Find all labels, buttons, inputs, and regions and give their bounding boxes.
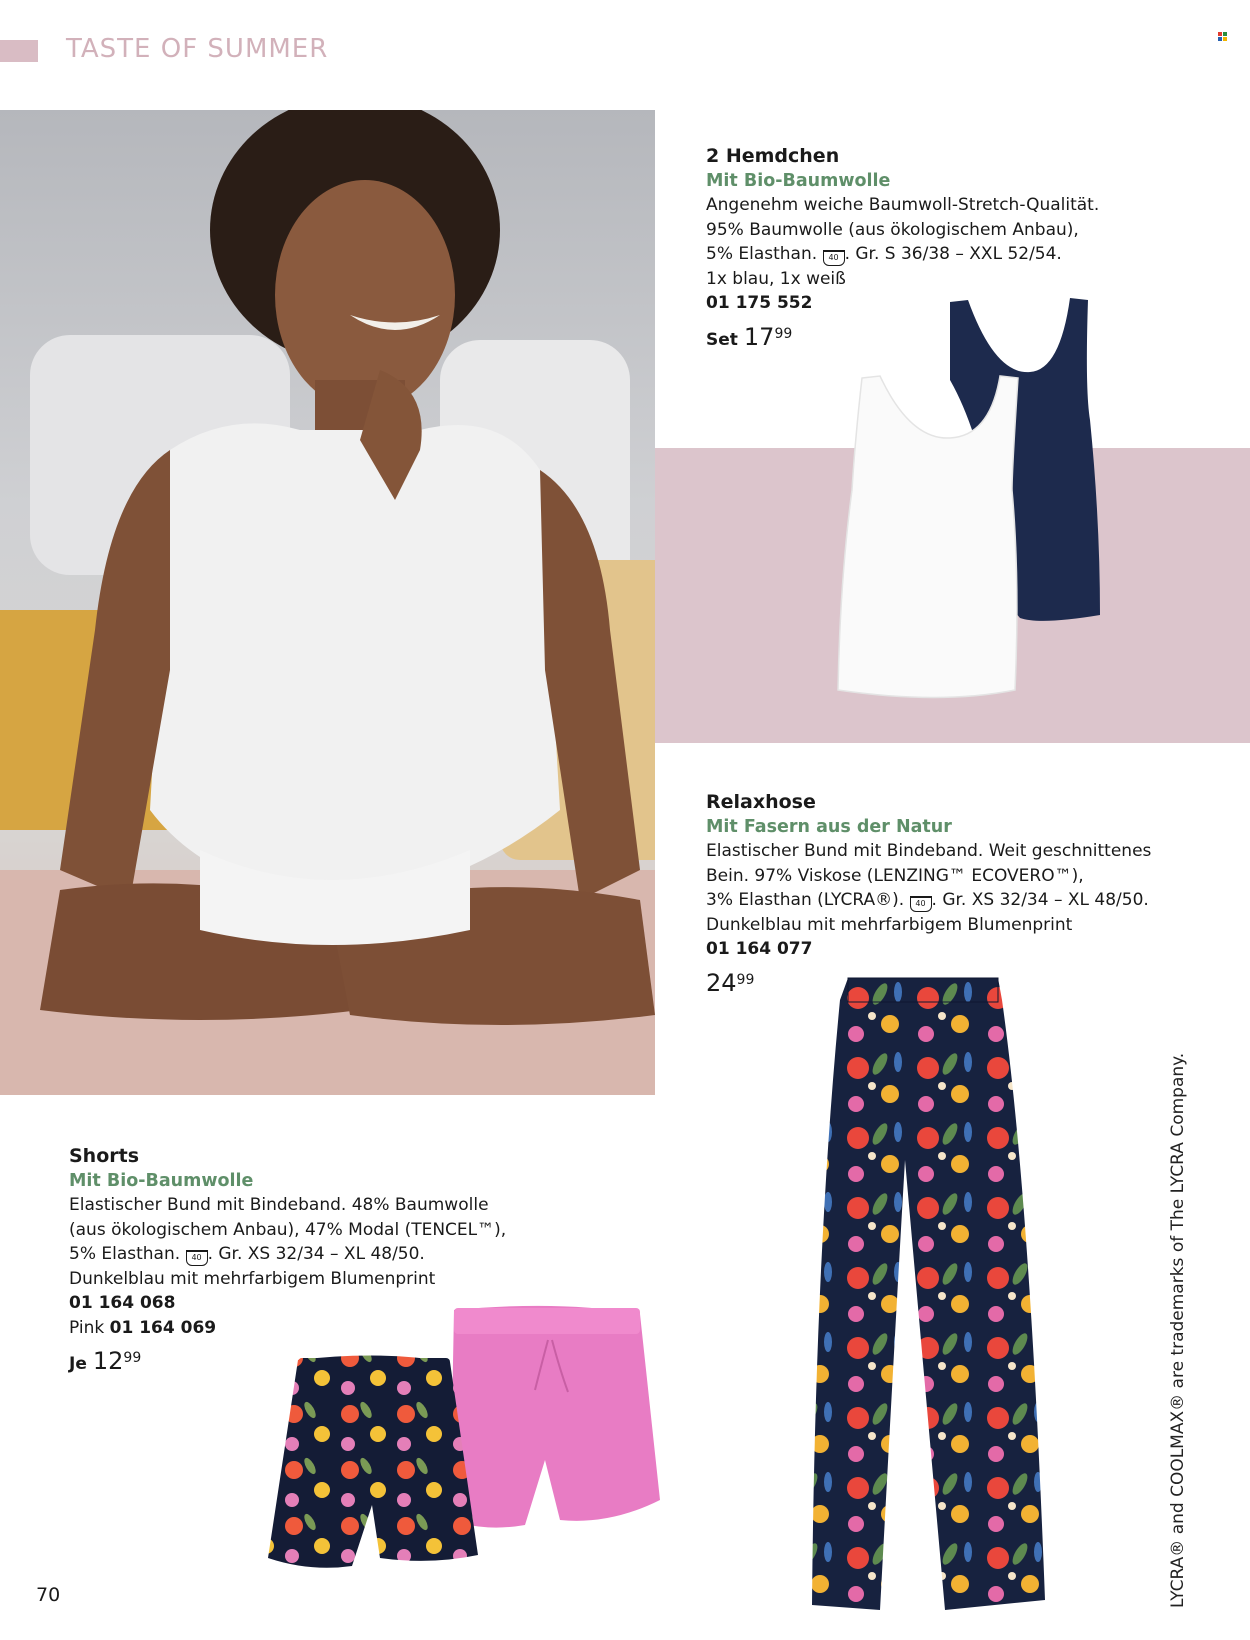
product-description: Elastischer Bund mit Bindeband. 48% Baumwolle	[69, 1195, 489, 1215]
product-description: Angenehm weiche Baumwoll-Stretch-Qualität.	[706, 195, 1100, 215]
wash-40-icon: 40	[823, 250, 845, 266]
price	[69, 1344, 589, 1377]
price	[706, 320, 1226, 353]
price-main: 12	[92, 1347, 124, 1375]
wash-40-icon: 40	[910, 896, 932, 912]
price-cents: 99	[774, 325, 793, 342]
price-cents: 99	[736, 971, 755, 988]
article-number: 01 164 068	[69, 1293, 176, 1313]
product-colors: 1x blau, 1x weiß	[706, 268, 846, 289]
product-subtitle: Mit Fasern aus der Natur	[706, 816, 952, 837]
price	[706, 966, 1226, 996]
product-name: Relaxhose	[706, 791, 816, 813]
product-description: Elastischer Bund mit Bindeband. Weit geschnittenes	[706, 841, 1152, 861]
product-relaxhose	[706, 790, 1226, 995]
article-number: 01 175 552	[706, 293, 813, 313]
trademark-note: LYCRA® and COOLMAX® are trademarks of The LYCRA Company.	[1168, 1052, 1188, 1608]
product-description: 5% Elasthan. 40 . Gr. XS 32/34 – XL 48/50.	[69, 1244, 425, 1264]
product-description: 95% Baumwolle (aus ökologischem Anbau),	[706, 219, 1079, 240]
product-subtitle: Mit Bio-Baumwolle	[706, 170, 891, 191]
product-colors: Dunkelblau mit mehrfarbigem Blumenprint	[69, 1268, 436, 1289]
product-description: 5% Elasthan. 40 . Gr. S 36/38 – XXL 52/54.	[706, 244, 1062, 264]
price-prefix: Je	[69, 1354, 87, 1374]
product-description: Bein. 97% Viskose (LENZING™ ECOVERO™),	[706, 865, 1084, 886]
article-number-pink: Pink 01 164 069	[69, 1317, 217, 1338]
price-prefix: Set	[706, 329, 738, 350]
product-colors: Dunkelblau mit mehrfarbigem Blumenprint	[706, 914, 1073, 935]
page-number: 70	[36, 1584, 61, 1606]
price-main: 17	[743, 322, 775, 351]
page-title: TASTE OF SUMMER	[66, 34, 329, 64]
article-number: 01 164 077	[706, 939, 813, 959]
product-description: (aus ökologischem Anbau), 47% Modal (TENCEL™),	[69, 1219, 507, 1240]
product-hemdchen	[706, 144, 1226, 352]
product-description: 3% Elasthan (LYCRA®). 40 . Gr. XS 32/34 – XL 48/50.	[706, 890, 1149, 910]
product-name: Shorts	[69, 1145, 140, 1167]
product-subtitle: Mit Bio-Baumwolle	[69, 1170, 254, 1191]
product-name: 2 Hemdchen	[706, 145, 840, 167]
wash-40-icon: 40	[186, 1250, 208, 1266]
price-cents: 99	[123, 1350, 142, 1366]
product-shorts	[69, 1144, 589, 1377]
price-main: 24	[706, 968, 737, 997]
